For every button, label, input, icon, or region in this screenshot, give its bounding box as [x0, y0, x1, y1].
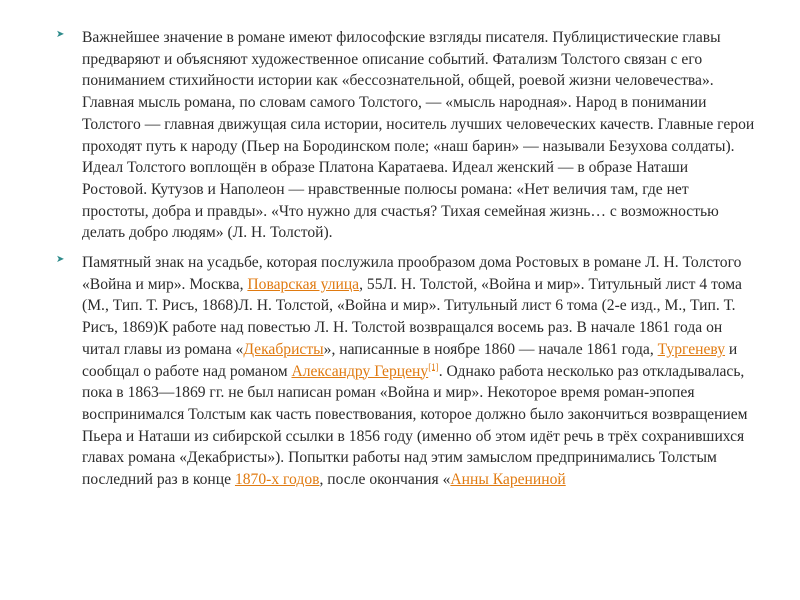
paragraph-text: , после окончания « — [319, 471, 451, 489]
link-povarskaya-street[interactable]: Поварская улица — [247, 275, 360, 293]
bullet-paragraph-2 — [56, 252, 756, 491]
paragraph-text: », написанные в ноябре 1860 — начале 1861 года, — [323, 340, 658, 358]
link-herzen[interactable]: Александру Герцену — [291, 362, 429, 380]
paragraph-text: и сообщал о работе над романом — [82, 340, 738, 380]
footnote-ref-1[interactable]: [1] — [428, 361, 439, 372]
bullet-list — [56, 27, 756, 499]
link-turgenev[interactable]: Тургеневу — [657, 340, 726, 358]
paragraph-text: Памятный знак на усадьбе, которая послужила прообразом дома Ростовых в романе Л. Н. Толстого «Война и мир». Москва, — [82, 254, 742, 293]
link-dekabristy[interactable]: Декабристы — [243, 340, 324, 358]
link-anna-karenina[interactable]: Анны Карениной — [450, 471, 566, 489]
bullet-paragraph-1 — [56, 27, 756, 244]
bullet-arrow-icon: ➤ — [56, 254, 65, 266]
paragraph-text: , 55Л. Н. Толстой, «Война и мир». Титульный лист 4 тома (М., Тип. Т. Рисъ, 1868)Л. Н. Толстой, «Война и мир». Титульный лист 6 тома (2-е изд., М., Тип. Т. Рисъ, 1869)К работе над повестью Л. Н. Толстой возвращался восемь раз. В начале 1861 года он читал главы из романа « — [82, 275, 742, 358]
paragraph-text: Важнейшее значение в романе имеют философские взгляды писателя. Публицистические главы предваряют и объясняют художественное описание событий. Фатализм Толстого связан с его пониманием стихийности истории как «бессознательной, общей, роевой жизни человечества». Главная мысль романа, по словам самого Толстого, — «мысль народная». Народ в понимании Толстого — главная движущая сила истории, носитель лучших человеческих качеств. Главные герои проходят путь к народу (Пьер на Бородинском поле; «наш барин» — называли Безухова солдаты). Идеал Толстого воплощён в образе Платона Каратаева. Идеал женский — в образе Наташи Ростовой. Кутузов и Наполеон — нравственные полюсы романа: «Нет величия там, где нет простоты, добра и правды». «Что нужно для счастья? Тихая семейная жизнь… с возможностью делать добро людям» (Л. Н. Толстой). — [82, 29, 755, 242]
link-1870s[interactable]: 1870-х годов — [234, 471, 320, 489]
bullet-arrow-icon: ➤ — [56, 29, 65, 40]
paragraph-text: . Однако работа несколько раз откладывалась, пока в 1863—1869 гг. не был написан роман «Война и мир». Некоторое время роман-эпопея воспринимался Толстым как часть повествования, которое должно было закончиться возвращением Пьера и Наташи из сибирской ссылки в 1856 году (именно об этом идёт речь в трёх сохранившихся главах романа «Декабристы»). Попытки работы над этим замыслом предпринимались Толстым последний раз в конце — [82, 362, 748, 489]
